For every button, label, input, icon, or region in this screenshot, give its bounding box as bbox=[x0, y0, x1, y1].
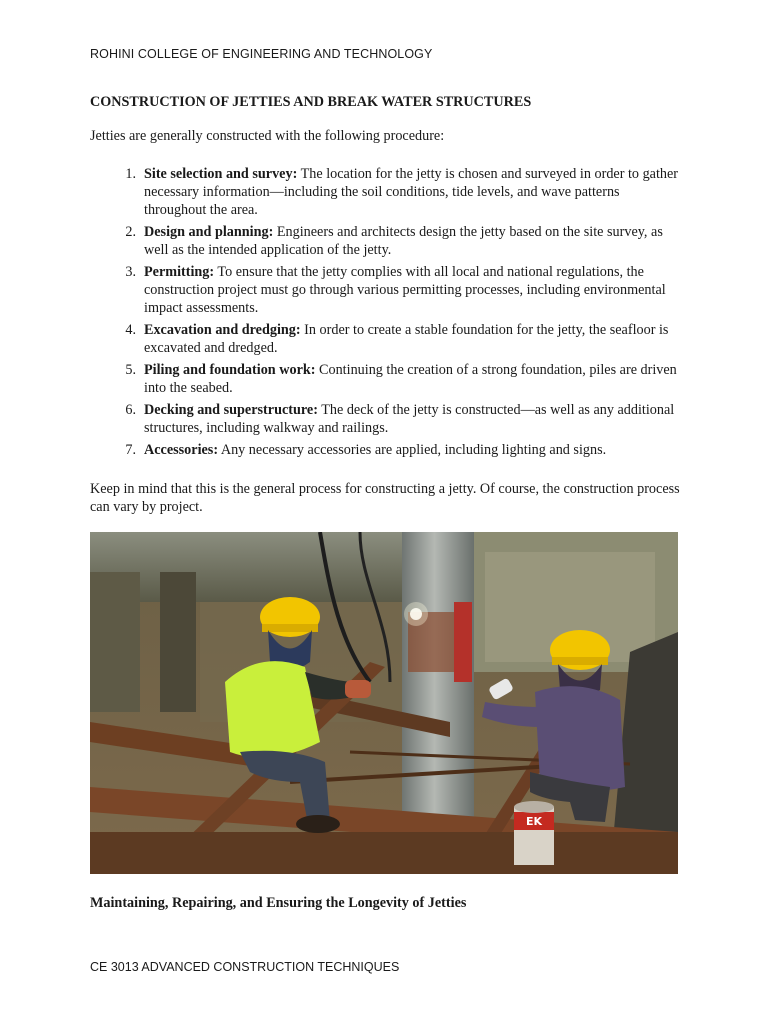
list-term: Decking and superstructure: bbox=[144, 402, 318, 418]
list-text: To ensure that the jetty complies with all local and national regulations, the construction project must go through various permitting processes, including environmental impact assessments. bbox=[144, 264, 666, 316]
intro-paragraph: Jetties are generally constructed with the following procedure: bbox=[90, 128, 445, 144]
list-number: 4. bbox=[125, 322, 136, 338]
section-subheading: Maintaining, Repairing, and Ensuring the Longevity of Jetties bbox=[90, 895, 467, 911]
list-number: 7. bbox=[125, 442, 136, 458]
list-term: Design and planning: bbox=[144, 224, 274, 240]
list-text: Continuing the creation of a strong foundation, piles are driven into the seabed. bbox=[144, 362, 677, 396]
paint-can-label: EK bbox=[525, 815, 543, 828]
list-number: 5. bbox=[125, 362, 136, 378]
document-title: CONSTRUCTION OF JETTIES AND BREAK WATER STRUCTURES bbox=[90, 94, 532, 110]
list-item-body bbox=[136, 263, 680, 317]
list-item bbox=[90, 321, 680, 357]
list-term: Piling and foundation work: bbox=[144, 362, 316, 378]
list-number: 3. bbox=[125, 264, 136, 280]
page-footer: CE 3013 ADVANCED CONSTRUCTION TECHNIQUES bbox=[90, 960, 400, 974]
list-text: Engineers and architects design the jetty based on the site survey, as well as the intended application of the jetty. bbox=[144, 224, 663, 258]
list-item bbox=[90, 401, 680, 437]
list-item-body bbox=[136, 441, 680, 459]
list-item-body bbox=[136, 223, 680, 259]
list-number: 1. bbox=[125, 166, 136, 182]
list-term: Excavation and dredging: bbox=[144, 322, 301, 338]
list-item-body bbox=[136, 321, 680, 357]
list-item bbox=[90, 441, 680, 459]
list-number: 6. bbox=[125, 402, 136, 418]
list-item-body bbox=[136, 401, 680, 437]
list-term: Permitting: bbox=[144, 264, 215, 280]
list-term: Site selection and survey: bbox=[144, 166, 298, 182]
list-term: Accessories: bbox=[144, 442, 219, 458]
jetty-welding-photo bbox=[90, 532, 678, 874]
list-item bbox=[90, 263, 680, 317]
page-header: ROHINI COLLEGE OF ENGINEERING AND TECHNOLOGY bbox=[90, 47, 433, 61]
list-item bbox=[90, 223, 680, 259]
closing-paragraph: Keep in mind that this is the general process for constructing a jetty. Of course, the construction process can vary by project. bbox=[90, 481, 680, 515]
list-item-body bbox=[136, 165, 680, 219]
list-text: The location for the jetty is chosen and surveyed in order to gather necessary information—including the soil conditions, tide levels, and wave patterns throughout the area. bbox=[144, 166, 679, 218]
list-item-body bbox=[136, 361, 680, 397]
list-item bbox=[90, 361, 680, 397]
list-number: 2. bbox=[125, 224, 136, 240]
list-text: In order to create a stable foundation for the jetty, the seafloor is excavated and dredged. bbox=[144, 322, 669, 356]
procedure-list bbox=[90, 165, 680, 463]
list-text: The deck of the jetty is constructed—as well as any additional structures, including walkway and railings. bbox=[144, 402, 675, 436]
list-item bbox=[90, 165, 680, 219]
list-text: Any necessary accessories are applied, including lighting and signs. bbox=[218, 442, 607, 458]
